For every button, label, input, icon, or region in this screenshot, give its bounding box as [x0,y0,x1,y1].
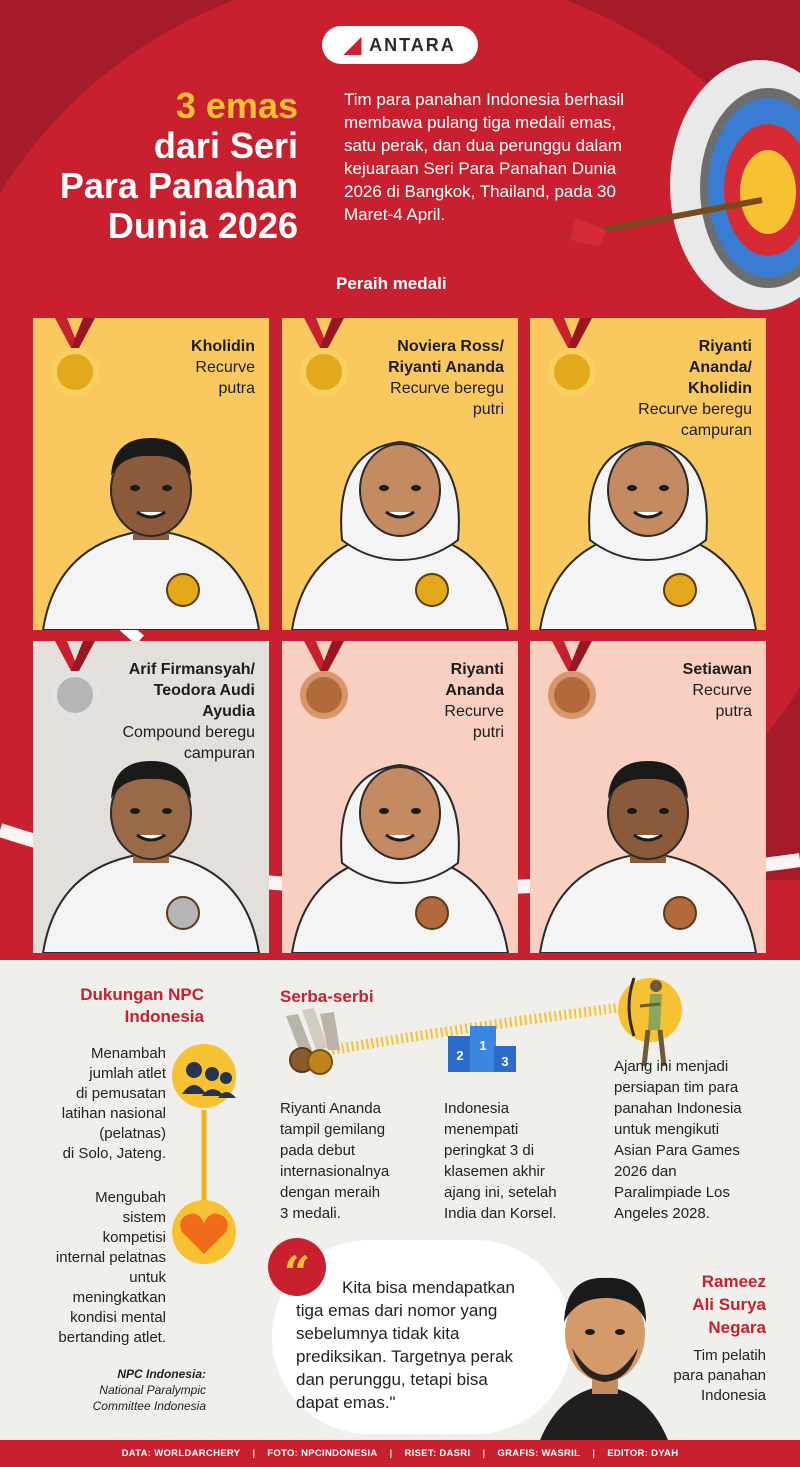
medalist-name-line: Kholidin [688,380,752,397]
silver-medal-icon [47,641,103,723]
medalist-name-line: Noviera Ross/ [397,338,504,355]
medal-category-line: putra [715,703,752,720]
npc-timeline [168,1040,248,1270]
antara-logo-mark-icon: ◢ [344,32,364,57]
medalist-name-line: Riyanti Ananda [388,359,504,376]
medalist-name-line: Riyanti [698,338,752,355]
medal-category-line: putra [218,380,255,397]
medalist-name-line: Arif Firmansyah/ [128,661,255,678]
npc-note-line: Committee Indonesia [92,1399,206,1413]
credit-data: DATA: WORLDARCHERY [121,1448,241,1459]
fact-line: Paralimpiade Los [614,1184,730,1201]
fact-line: menempati [444,1121,519,1138]
medal-category [195,357,255,399]
fact-line: dengan meraih [280,1184,381,1201]
medalist-name-line: Ananda/ [688,359,752,376]
quote-text [296,1276,554,1414]
fact-line: ajang ini, setelah [444,1184,557,1201]
medal-category-line: Recurve [692,682,752,699]
medalist-card [282,318,518,630]
medalist-name [191,336,255,357]
npc-title-line: Dukungan NPC [80,985,204,1004]
quote-author-name [640,1270,766,1339]
title-line-3: Para Panahan [59,165,298,206]
bronze-medal-icon [296,641,352,723]
medal-category [444,701,504,743]
quote-mark-icon: “ [268,1238,326,1296]
medal-category [390,378,504,420]
credit-photo: FOTO: NPCINDONESIA [267,1448,378,1459]
credit-separator: | [482,1448,486,1459]
medalists-section-label: Peraih medali [336,274,447,293]
medalist-card [33,641,269,953]
npc-item-line: kompetisi [102,1229,166,1246]
npc-support-title [40,984,204,1028]
athlete-illustration [33,390,269,630]
medal-category [692,680,752,722]
npc-footnote [30,1366,206,1414]
author-name-line: Ali Surya [692,1295,766,1314]
medalist-card [282,641,518,953]
fact-line: India dan Korsel. [444,1205,557,1222]
credit-separator: | [252,1448,256,1459]
fact-line: 2026 dan [614,1163,677,1180]
npc-item-line: bertanding atlet. [58,1329,166,1346]
npc-item-competition [20,1188,166,1348]
credit-graphics: GRAFIS: WASRIL [497,1448,581,1459]
fact-line: Asian Para Games [614,1142,740,1159]
trivia-fact-ranking [444,1098,584,1224]
npc-item-line: internal pelatnas [55,1249,166,1266]
credit-separator: | [389,1448,393,1459]
medalist-card [33,318,269,630]
fact-line: Riyanti Ananda [280,1100,381,1117]
npc-item-line: di pemusatan [75,1085,166,1102]
title-line-4: Dunia 2026 [107,205,298,246]
medal-category-line: putri [472,724,504,741]
medal-category-line: Recurve beregu [638,401,752,418]
npc-item-line: di Solo, Jateng. [62,1145,166,1162]
podium-number: 1 [479,1038,487,1053]
medalist-name-line: Ananda [445,682,504,699]
credit-editor: EDITOR: DYAH [607,1448,679,1459]
antara-logo[interactable] [322,26,478,64]
npc-note-title: NPC Indonesia: [117,1367,206,1381]
fact-line: Angeles 2028. [614,1205,710,1222]
trivia-fact-debut [280,1098,420,1224]
medalist-name-line: Setiawan [682,661,752,678]
fact-line: Indonesia [444,1100,510,1117]
credits-footer [0,1440,800,1467]
fact-line: peringkat 3 di [444,1142,535,1159]
fact-line: 3 medali. [280,1205,341,1222]
npc-item-line: (pelatnas) [99,1125,166,1142]
medalist-card [530,318,766,630]
title-line-2: dari Seri [153,125,298,166]
quote-line: tiga emas dari nomor yang [296,1301,498,1320]
page-title [20,86,298,246]
medal-category-line: Compound beregu [122,724,255,741]
antara-logo-text: ANTARA [369,34,456,55]
fact-line: pada debut [280,1142,356,1159]
podium-number: 3 [501,1054,509,1069]
fact-line: tampil gemilang [280,1121,386,1138]
podium-icon [448,1026,516,1072]
npc-item-line: sistem [122,1209,166,1226]
fact-line: untuk mengikuti [614,1121,720,1138]
medal-category-line: putri [472,401,504,418]
author-role-line: para panahan [673,1367,766,1384]
medalist-card [530,641,766,953]
athlete-illustration [282,713,518,953]
bronze-medal-icon [544,641,600,723]
medalist-name-line: Riyanti [450,661,504,678]
fact-line: panahan Indonesia [614,1100,742,1117]
author-role-line: Tim pelatih [693,1347,766,1364]
medalist-name-line: Ayudia [202,703,255,720]
medalist-name [688,336,752,399]
npc-item-line: jumlah atlet [89,1065,166,1082]
medalist-name [445,659,504,701]
quote-line: Kita bisa mendapatkan [342,1278,515,1297]
fact-line: Ajang ini menjadi [614,1058,729,1075]
author-role-line: Indonesia [700,1387,766,1404]
npc-item-line: latihan nasional [61,1105,166,1122]
title-line-1: 3 emas [175,85,298,126]
trivia-fact-preparation [614,1056,784,1224]
intro-text: Tim para panahan Indonesia berhasil membawa pulang tiga medali emas, satu perak, dan dua perunggu dalam kejuaraan Seri Para Panahan Dunia 2026 di Bangkok, Thailand, pada 30 Maret-4 April. [344,90,625,224]
medal-category-line: Recurve beregu [390,380,504,397]
medal-category-line: Recurve [195,359,255,376]
fact-line: persiapan tim para [614,1079,739,1096]
npc-item-line: untuk [129,1269,166,1286]
medal-category-line: campuran [680,422,752,439]
medalist-name [129,659,255,722]
medal-category [638,399,752,441]
npc-item-line: kondisi mental [70,1309,166,1326]
npc-note-line: National Paralympic [99,1383,206,1397]
quote-line: sebelumnya tidak kita [296,1324,460,1343]
trivia-title: Serba-serbi [280,987,374,1006]
medal-category [122,722,255,764]
author-name-line: Rameez [701,1272,766,1291]
medalist-name [388,336,504,378]
quote-line: prediksikan. Targetnya perak [296,1347,514,1366]
podium-number: 2 [456,1048,464,1063]
quote-author-role [640,1346,766,1406]
archer-icon [618,978,682,1066]
athlete-illustration [530,713,766,953]
npc-item-athletes [20,1044,166,1164]
medalist-name-line: Teodora Audi [153,682,255,699]
npc-item-line: Mengubah [95,1189,166,1206]
gold-medal-icon [544,318,600,400]
athlete-illustration [282,390,518,630]
gold-medal-icon [47,318,103,400]
author-name-line: Negara [708,1318,766,1337]
gold-medal-icon [296,318,352,400]
medal-category-line: Recurve [444,703,504,720]
medal-category-line: campuran [183,745,255,762]
quote-line: dapat emas." [296,1393,396,1412]
fact-line: internasionalnya [280,1163,390,1180]
npc-item-line: meningkatkan [72,1289,166,1306]
credit-separator: | [592,1448,596,1459]
medals-icon [286,1008,340,1074]
medalist-name-line: Kholidin [191,338,255,355]
fact-line: klasemen akhir [444,1163,545,1180]
npc-item-line: Menambah [90,1045,166,1062]
quote-line: dan perunggu, tetapi bisa [296,1370,488,1389]
credit-research: RISET: DASRI [404,1448,471,1459]
npc-title-line: Indonesia [124,1007,204,1026]
medalist-name [683,659,752,680]
